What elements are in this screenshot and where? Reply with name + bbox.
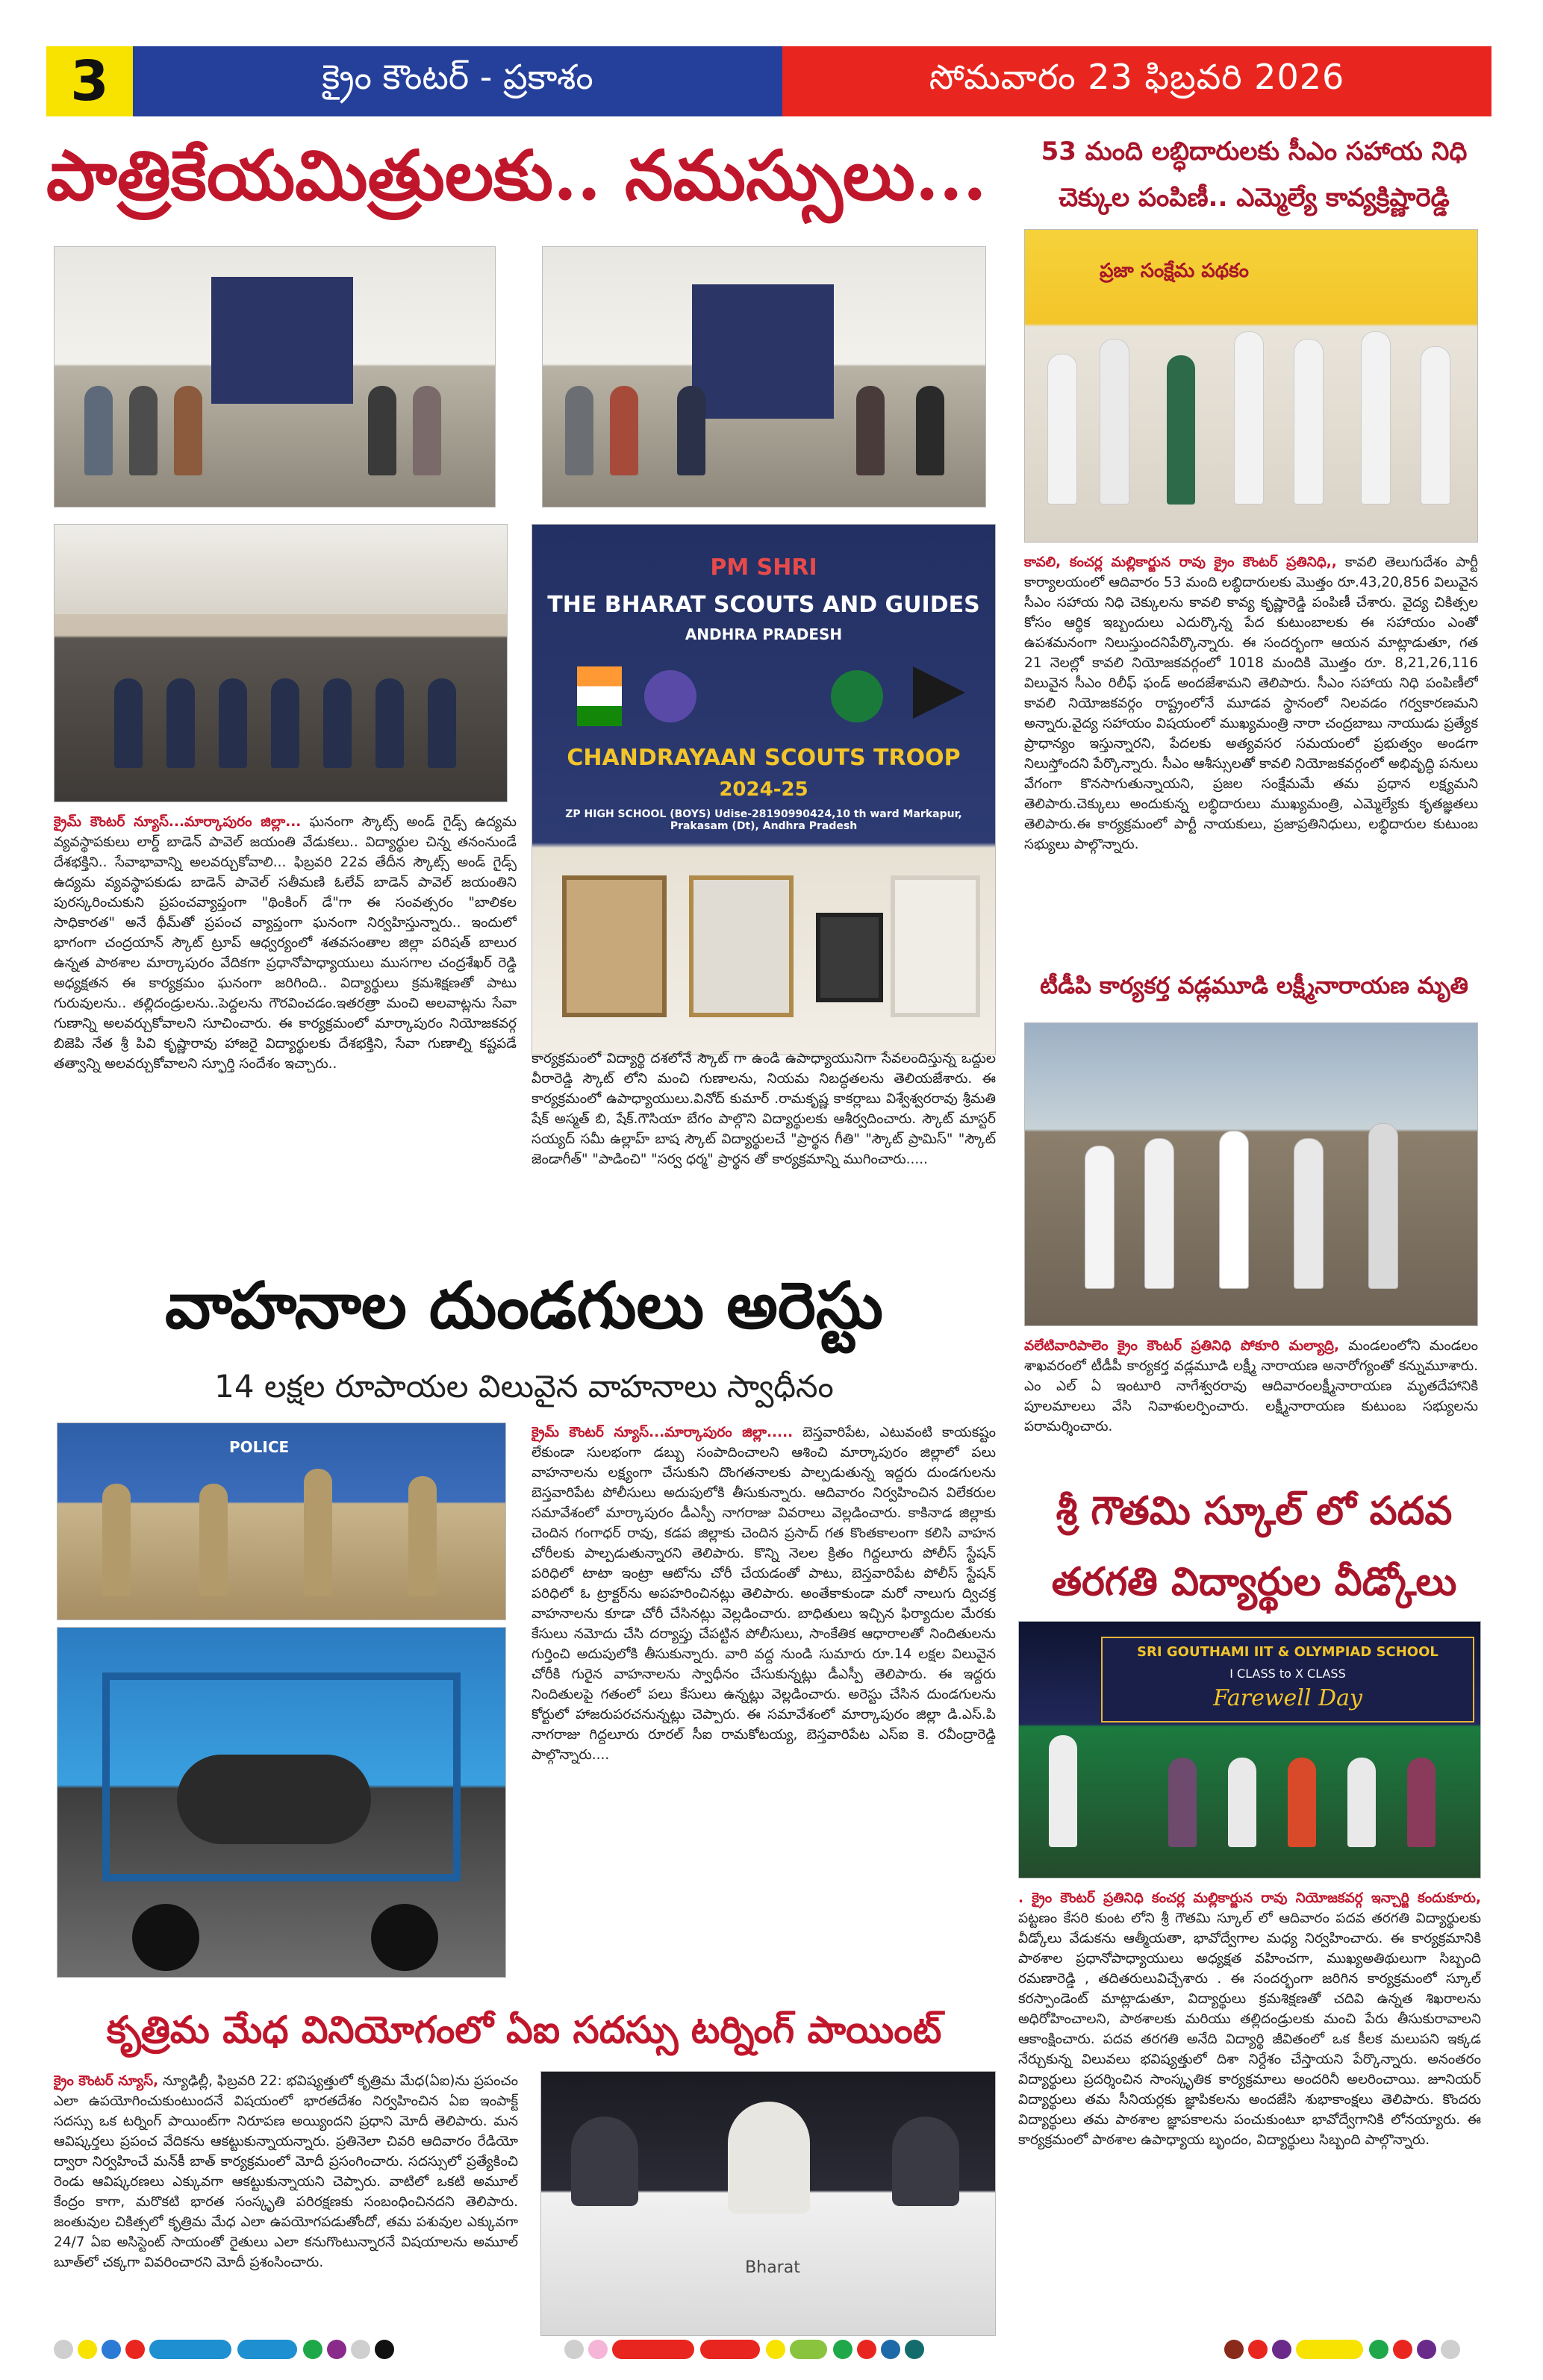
paper-name: క్రైం కౌంటర్ - ప్రకాశం	[133, 46, 782, 116]
banner-school: ZP HIGH SCHOOL (BOYS) Udise-28190990424,10 th ward Markapur, Prakasam (Dt), Andhra Pradesh	[565, 808, 962, 832]
school-farewell-article-body: పట్టణం కేసరి కుంట లోని శ్రీ గౌతమి స్కూల్ లో ఆదివారం పదవ తరగతి విద్యార్థులకు వీడ్కోలు వేడుకను ఆత్మీయతా, భావోద్వేగాల మధ్య నిర్వహించారు. ఈ కార్యక్రమానికి పాఠశాల ప్రధానోపాధ్యాయులు అధ్యక్షత వహించగా, ముఖ్యఅతిథులుగా సిబ్బంది రమణారెడ్డి , తదితరులువిచ్చేశారు . ఈ సందర్భంగా జరిగిన కార్యక్రమంలో స్కూల్ కరస్పాండెంట్ మాట్లాడుతూ, విద్యార్థులు క్రమశిక్షణతో చదివి ఉన్నత శిఖరాలను అధిరోహించాలని, పాఠశాలకు మరియు తల్లిదండ్రులకు మంచి పేరు తీసుకురావాలని ఆకాంక్షించారు. పదవ తరగతి అనేది విద్యార్థి జీవితంలో ఒక కీలక మలుపని ఇక్కడ నేర్చుకున్న విలువలు భవిష్యత్తులో దిశా నిర్దేశం చేస్తాయని పేర్కొన్నారు. అనంతరం విద్యార్థులు ప్రదర్శించిన సాంస్కృతిక కార్యక్రమాలు అందరినీ అలరించాయి. జూనియర్ విద్యార్థులు తమ సీనియర్లకు జ్ఞాపికలను అందజేసి శుభాకాంక్షలు తెలిపారు. కొందరు విద్యార్థులు తమ పాఠశాల జ్ఞాపకాలను పంచుకుంటూ భావోద్వేగానికి లోనయ్యారు. ఈ కార్యక్రమంలో పాఠశాల ఉపాధ్యాయ బృందం, విద్యార్థులు సిబ్బంది పాల్గొన్నారు.	[1018, 1911, 1481, 2148]
footer-color-strip-left	[0, 2336, 523, 2366]
school-farewell-headline-2: తరగతి విద్యార్థుల వీడ్కోలు	[1051, 1560, 1457, 1605]
summit-nameplate: Bharat	[745, 2258, 800, 2277]
ai-summit-article-body: న్యూఢిల్లీ, ఫిబ్రవరి 22: భవిష్యత్తులో కృత్రిమ మేధ(ఏఐ)ను ప్రపంచం ఎలా ఉపయోగించుకుంటుందనే విషయంలో భారతదేశం నిర్వహించిన ఏఐ ఇంపాక్ట్ సదస్సు ఒక టర్నింగ్ పాయింట్‌గా నిరూపణ అయ్యిందని ప్రధాని మోదీ తెలిపారు. మన ఆవిష్కర్తలు ప్రపంచ వేదికను ఆకట్టుకున్నాయన్నారు. ప్రతినెలా చివరి ఆదివారం రేడియో ద్వారా నిర్వహించే మన్‌కీ బాత్ కార్యక్రమంలో మోదీ ప్రసంగించారు. సదస్సులో ప్రత్యేకించి రెండు ఆవిష్కరణలు ఎక్కువగా ఆకట్టుకున్నాయని చెప్పారు. వాటిలో ఒకటి అమూల్ కేంద్రం కాగా, మరొకటి భారత సంస్కృతి పరిరక్షణకు సంబంధించినదని తెలిపారు. జంతువుల చికిత్సలో కృత్రిమ మేధ ఎలా ఉపయోగపడుతోందో, తమ పశువుల ఎక్కువగా 24/7 ఏఐ అసిస్టెంట్ సాయంతో రైతులు ఎలా కనుగొంటున్నారనే విషయాలను అమూల్ బూత్‌లో చక్కగా వివరించారని మోదీ ప్రశంసించారు.	[54, 2073, 518, 2270]
school-farewell-article-lead: . క్రైం కౌంటర్ ప్రతినిధి కంచర్ల మల్లికార్జున రావు నియోజకవర్గ ఇన్చార్జి కందుకూరు,	[1018, 1890, 1481, 1906]
portrait-frame	[562, 875, 667, 1017]
scouts-photo-1	[54, 246, 496, 507]
ai-summit-headline: కృత్రిమ మేధ వినియోగంలో ఏఐ సదస్సు టర్నింగ్ పాయింట్	[106, 2008, 942, 2052]
scouts-banner-photo	[532, 524, 996, 1055]
trefoil-emblem-icon	[831, 670, 883, 722]
vehicle-theft-article-body: బెస్తవారిపేట, ఎటువంటి కాయకష్టం లేకుండా సులభంగా డబ్బు సంపాదించాలని ఆశించి మార్కాపురం జిల్లాలో పలు వాహనాలను లక్ష్యంగా చేసుకుని దొంగతనాలకు పాల్పడుతున్న ఇద్దరు దుండగులను బెస్తవారిపేట పోలీసులు అదుపులోకి తీసుకున్నారు. ఆదివారం నిర్వహించిన విలేకరుల సమావేశంలో మార్కాపురం డీఎస్పీ నాగరాజు వివరాలు వెల్లడించారు. కాకినాడ జిల్లాకు చెందిన గంగాధర్ రావు, కడప జిల్లాకు చెందిన ప్రసాద్ గత కొంతకాలంగా కలిసి వాహన చోరీలకు పాల్పడుతున్నారని తెలిపారు. కొన్ని నెలల క్రితం గిద్దలూరు పోలీస్ స్టేషన్ పరిధిలో టాటా ఇంట్రా ఆటోను చోరీ చేయడంతో పాటు, బెస్తవారిపేట పోలీస్ స్టేషన్ పరిధిలో ఓ ట్రాక్టర్‌ను అపహరించినట్లు తెలిపారు. అంతేకాకుండా మరో నాలుగు ద్విచక్ర వాహనాలను కూడా చోరీ చేసినట్లు వెల్లడించారు. బాధితులు ఇచ్చిన ఫిర్యాదుల మేరకు కేసులు నమోదు చేసి దర్యాప్తు చేపట్టిన పోలీసులు, సాంకేతిక ఆధారాలతో నిందితులను గుర్తించి అదుపులోకి తీసుకున్నారు. వారి వద్ద నుండి సుమారు రూ.14 లక్షల విలువైన చోరీకి గురైన వాహనాలను స్వాధీనం చేసుకున్నట్లు డీఎస్పీ తెలిపారు. ఈ ఇద్దరు నిందితులపై గతంలో పలు కేసులు ఉన్నట్లు వెల్లడించారు. అరెస్టు చేసిన దుండగులను కోర్టులో హాజరుపరచనున్నట్లు చెప్పారు. ఈ సమావేశంలో మార్కాపురం జిల్లా డి.ఎస్.పి నాగరాజు గిద్దలూరు రూరల్ సీఐ రామకోటయ్య, బెస్తవారిపేట ఎస్ఐ కె. రవీంద్రారెడ్డి పాల్గొన్నారు....	[532, 1425, 996, 1763]
main-headline: పాత్రికేయమిత్రులకు.. నమస్సులు...	[46, 135, 987, 216]
stage-banner-school: SRI GOUTHAMI IIT & OLYMPIAD SCHOOL	[1137, 1644, 1438, 1660]
banner-title: THE BHARAT SCOUTS AND GUIDES	[547, 592, 980, 618]
tdp-death-article-body: మండలంలోని మండలం శాఖవరంలో టీడీపీ కార్యకర్త వడ్లమూడి లక్ష్మీ నారాయణ అనారోగ్యంతో కన్నుమూశారు. ఎం ఎల్ ఏ ఇంటూరి నాగేశ్వరరావు ఆదివారంలక్ష్మీనారాయణ మృతదేహానికి పూలమాలలు వేసి నివాళులర్పించారు. లక్ష్మీనారాయణ కుటుంబ సభ్యులను పరామర్శించారు.	[1024, 1338, 1478, 1434]
footer-color-strip-center	[523, 2336, 1008, 2366]
scouts-article-body: ఘనంగా స్కౌట్స్ అండ్ గైడ్స్ ఉద్యమ వ్యవస్థాపకులు లార్డ్ బాడెన్ పావెల్ జయంతి వేడుకలు.. విద్యార్థుల చిన్న తనంనుండే దేశభక్తిని.. సేవాభావాన్ని అలవర్చుకోవాలి... ఫిబ్రవరి 22వ తేదీన స్కౌట్స్ అండ్ గైడ్స్ ఉద్యమ వ్యవస్థాపకుడు బాడెన్ పావెల్ సతీమణి ఓలేవ్ బాడెన్ పావెల్ జయంతిని పురస్కరించుకుని ప్రపంచవ్యాప్తంగా "థింకింగ్ డే"గా ఈ సంవత్సరం "బాలికల సాధికారత" అనే థీమ్‌తో ప్రపంచ వ్యాప్తంగా ఘనంగా నిర్వహిస్తున్నారు.. ఇందులో భాగంగా చంద్రయాన్ స్కౌట్ ట్రూప్ ఆధ్వర్యంలో శతవసంతాల జిల్లా పరిషత్ బాలుర ఉన్నత పాఠశాల మార్కాపురం వేదికగా ప్రధానోపాధ్యాయులు ముసగాల చంద్రశేఖర్ రెడ్డి అధ్యక్షతన ఈ కార్యక్రమం ఘనంగా జరిగింది.. విద్యార్థులు క్రమశిక్షణతో పాటు గురువులను.. తల్లిదండ్రులను..పెద్దలను గౌరవించడం.ఇతరత్రా మంచి అలవాట్లను సేవా గుణాన్ని అలవర్చుకోవాలని సూచించారు. ఈ కార్యక్రమంలో మార్కాపురం నియోజకవర్గ బిజెపి నేత శ్రీ పివి కృష్ణారావు హాజరై విద్యార్థులకు దేశభక్తిని, సేవా గుణాల్ని కష్టపడే తత్వాన్ని అలవర్చుకోవాలని స్ఫూర్తి సందేశం ఇచ్చారు..	[54, 814, 517, 1072]
school-farewell-headline-1: శ్రీ గౌతమి స్కూల్ లో పదవ	[1056, 1489, 1453, 1534]
tdp-death-article	[1024, 1336, 1478, 1463]
cm-relief-article-body: కావలి తెలుగుదేశం పార్టీ కార్యాలయంలో ఆదివారం 53 మంది లబ్ధిదారులకు మొత్తం రూ.43,20,856 విలువైన సీఎం సహాయ నిధి చెక్కులను కావలి కావ్య కృష్ణారెడ్డి పంపిణీ చేశారు. వైద్య చికిత్సల కోసం ఆర్థిక ఇబ్బందులు ఎదుర్కొన్న పేద కుటుంబాలకు ఈ సహాయం ఎంతో ఉపశమనంగా నిలుస్తుందనిపేర్కొన్నారు. ఈ సందర్భంగా ఆయన మాట్లాడుతూ, గత 21 నెలల్లో కావలి నియోజకవర్గంలో 1018 మందికి మొత్తం రూ. 8,21,26,116 విలువైన సీఎం రిలీఫ్ ఫండ్ అందజేశామని తెలిపారు. సీఎం సహాయ నిధి పంపిణీలో కావలి నియోజకవర్గం రాష్ట్రంలోనే మూడవ స్థానంలో నిలవడం గర్వకారణమని అన్నారు.వైద్య సహాయం విషయంలో ముఖ్యమంత్రి నారా చంద్రబాబు నాయుడు ప్రత్యేక ప్రాధాన్యం ఇస్తున్నారని, పేదలకు అత్యవసర సమయంలో ప్రభుత్వం అండగా నిలుస్తోందని పేర్కొన్నారు. సీఎం ఆశీస్సులతో కావలి నియోజకవర్గంలో అభివృద్ధి పనులు వేగంగా కొనసాగుతున్నాయని, ప్రజల సంక్షేమమే తమ ప్రధాన లక్ష్యమని తెలిపారు.చెక్కులు అందుకున్న లబ్ధిదారులు ముఖ్యమంత్రి, ఎమ్మెల్యేకు కృతజ్ఞతలు తెలిపారు.ఈ కార్యక్రమంలో పార్టీ నాయకులు, ప్రజాప్రతినిధులు, లబ్ధిదారుల కుటుంబ సభ్యులు పాల్గొన్నారు.	[1024, 555, 1478, 852]
seized-vehicles-photo	[57, 1627, 506, 1978]
scouts-emblem-icon	[644, 670, 696, 722]
cm-relief-article	[1024, 552, 1478, 948]
portrait-frame	[891, 875, 980, 1017]
cm-relief-article-lead: కావలి, కంచర్ల మల్లికార్జున రావు క్రైం కౌంటర్ ప్రతినిధి,,	[1024, 555, 1337, 570]
portrait-frame	[689, 875, 794, 1017]
vehicle-theft-headline: వాహనాల దుండగులు అరెస్టు	[164, 1269, 884, 1343]
scouts-article-left	[54, 812, 517, 1249]
vehicle-theft-article	[532, 1422, 996, 1978]
vehicle-theft-subheadline: 14 లక్షల రూపాయల విలువైన వాహనాలు స్వాధీనం	[214, 1368, 834, 1405]
wheel-icon	[371, 1904, 438, 1971]
farewell-stage-photo	[1018, 1621, 1481, 1878]
scouts-article-right: కార్యక్రమంలో విద్యార్థి దశలోనే స్కౌట్ గా ఉండి ఉపాధ్యాయునిగా సేవలందిస్తున్న ఒద్దుల వీరారెడ్డి స్కౌట్ లోని మంచి గుణాలను, నియమ నిబద్ధతలను తెలియజేశారు. ఈ కార్యక్రమంలో ఉపాధ్యాయులు.వినోద్ కుమార్ .రామకృష్ణ కాకర్లాబు విశ్వేశ్వరరావు శ్రీమతి షేక్ అస్మత్ బి, షేక్.గౌసియా బేగం పాల్గొని విద్యార్థులకు ఆశీర్వదించారు. స్కౌట్ మాస్టర్ సయ్యద్ సమీ ఉల్లాహ్ బాష స్కౌట్ విద్యార్థులచే "ప్రార్థన గీతి" "స్కౌట్ ప్రామిస్" "స్కౌట్ జెండాగీత్" "పాడించి" "సర్వ ధర్మ" ప్రార్థన తో కార్యక్రమాన్ని ముగించారు.....	[532, 1051, 996, 1167]
footer-color-strip-right	[1008, 2336, 1493, 2366]
scouts-article-lead: క్రైమ్ కౌంటర్ న్యూస్...మార్కాపురం జిల్లా...	[54, 814, 302, 830]
ai-summit-article	[54, 2071, 518, 2340]
motorcycle-icon	[177, 1755, 371, 1844]
issue-date: సోమవారం 23 ఫిబ్రవరి 2026	[782, 46, 1491, 116]
stage-banner-class: I CLASS to X CLASS	[1229, 1667, 1346, 1681]
vehicle-theft-article-lead: క్రైమ్ కౌంటర్ న్యూస్...మార్కాపురం జిల్లా.....	[532, 1425, 794, 1440]
banner-logo: PM SHRI	[710, 555, 817, 581]
photo-banner-text: ప్రజా సంక్షేమ పథకం	[1100, 260, 1249, 282]
stage-banner-farewell: Farewell Day	[1213, 1685, 1362, 1711]
banner-state: ANDHRA PRADESH	[685, 625, 843, 643]
tdp-death-headline: టీడీపి కార్యకర్త వడ్లమూడి లక్ష్మీనారాయణ మృతి	[1040, 972, 1468, 999]
portrait-frame	[816, 913, 883, 1002]
page-number: 3	[46, 46, 133, 116]
banner-year: 2024-25	[719, 778, 808, 801]
flag-icon	[577, 666, 622, 726]
pennant-icon	[913, 666, 965, 719]
police-banner-text: POLICE	[229, 1438, 290, 1456]
scouts-photo-2	[542, 246, 986, 507]
cm-relief-headline-1: 53 మంది లబ్ధిదారులకు సీఎం సహాయ నిధి	[1041, 137, 1468, 166]
wheel-icon	[132, 1904, 199, 1971]
tdp-death-photo	[1024, 1022, 1478, 1326]
banner-troop: CHANDRAYAAN SCOUTS TROOP	[567, 745, 961, 771]
ai-summit-photo	[540, 2071, 996, 2336]
tdp-death-article-lead: వలేటివారిపాలెం క్రైం కౌంటర్ ప్రతినిధి పోకూరి మల్యాద్రి,	[1024, 1338, 1339, 1354]
ai-summit-article-lead: క్రైం కౌంటర్ న్యూస్,	[54, 2073, 159, 2089]
school-farewell-article	[1018, 1888, 1481, 2336]
scouts-photo-3	[54, 524, 508, 802]
cm-relief-photo	[1024, 229, 1478, 543]
police-press-photo	[57, 1422, 506, 1620]
cm-relief-headline-2: చెక్కుల పంపిణీ.. ఎమ్మెల్యే కావ్యక్రిష్ణారెడ్డి	[1059, 183, 1450, 213]
